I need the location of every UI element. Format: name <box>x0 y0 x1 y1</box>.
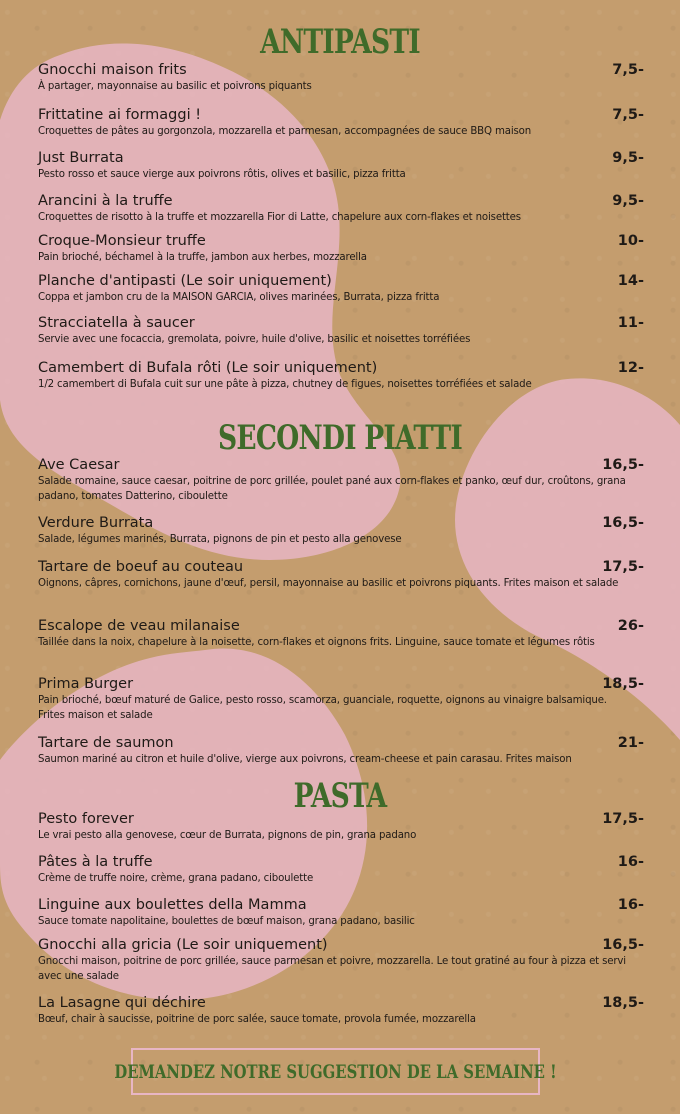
item-price: 26- <box>617 618 644 634</box>
item-price: 16- <box>617 897 644 913</box>
menu-item <box>38 193 644 225</box>
item-name: Tartare de boeuf au couteau <box>38 559 244 575</box>
item-description: Salade romaine, sauce caesar, poitrine de porc grillée, poulet pané aux corn-flakes et panko, œuf dur, croûtons, grana padano, tomates Datterino, ciboulette <box>38 476 626 502</box>
menu-item <box>38 618 644 650</box>
menu-item <box>38 854 644 886</box>
item-name: Stracciatella à saucer <box>38 315 195 331</box>
section-title-antipasti: ANTIPASTI <box>260 22 420 62</box>
menu-item <box>38 995 644 1027</box>
item-price: 9,5- <box>612 193 644 209</box>
item-price: 12- <box>617 360 644 376</box>
menu-item <box>38 897 644 929</box>
menu-item <box>38 937 644 984</box>
item-name: Pâtes à la truffe <box>38 854 153 870</box>
item-name: Gnocchi alla gricia (Le soir uniquement) <box>38 937 328 953</box>
item-price: 14- <box>617 273 644 289</box>
item-name: Prima Burger <box>38 676 134 692</box>
item-price: 18,5- <box>602 676 644 692</box>
item-name: Pesto forever <box>38 811 134 827</box>
menu-item <box>38 150 644 182</box>
item-price: 16- <box>617 854 644 870</box>
item-description: Le vrai pesto alla genovese, cœur de Burrata, pignons de pin, grana padano <box>38 830 417 841</box>
item-price: 17,5- <box>602 559 644 575</box>
item-description: Pesto rosso et sauce vierge aux poivrons rôtis, olives et basilic, pizza fritta <box>38 169 406 180</box>
item-price: 11- <box>617 315 644 331</box>
item-description: Sauce tomate napolitaine, boulettes de bœuf maison, grana padano, basilic <box>38 916 415 927</box>
item-description: Pain brioché, béchamel à la truffe, jambon aux herbes, mozzarella <box>38 252 367 263</box>
item-description: Pain brioché, bœuf maturé de Galice, pesto rosso, scamorza, guanciale, roquette, oignons au vinaigre balsamique. Frites maison et salade <box>38 695 607 721</box>
item-price: 17,5- <box>602 811 644 827</box>
item-description: Salade, légumes marinés, Burrata, pignons de pin et pesto alla genovese <box>38 534 402 545</box>
menu-item <box>38 559 644 591</box>
item-name: Arancini à la truffe <box>38 193 173 209</box>
menu-item <box>38 457 644 504</box>
item-name: Planche d'antipasti (Le soir uniquement) <box>38 273 332 289</box>
item-description: Saumon mariné au citron et huile d'olive, vierge aux poivrons, cream-cheese et pain carasau. Frites maison <box>38 754 572 765</box>
item-description: Servie avec une focaccia, gremolata, poivre, huile d'olive, basilic et noisettes torréfiées <box>38 334 471 345</box>
item-name: Camembert di Bufala rôti (Le soir uniquement) <box>38 360 378 376</box>
item-price: 16,5- <box>602 515 644 531</box>
menu-item <box>38 107 644 139</box>
item-name: Gnocchi maison frits <box>38 62 187 78</box>
item-description: Croquettes de risotto à la truffe et mozzarella Fior di Latte, chapelure aux corn-flakes et noisettes <box>38 212 521 223</box>
item-name: Croque-Monsieur truffe <box>38 233 206 249</box>
item-description: Crème de truffe noire, crème, grana padano, ciboulette <box>38 873 314 884</box>
menu-item <box>38 62 644 94</box>
item-name: Linguine aux boulettes della Mamma <box>38 897 307 913</box>
item-name: Frittatine ai formaggi ! <box>38 107 202 123</box>
item-description: Gnocchi maison, poitrine de porc grillée, sauce parmesan et poivre, mozzarella. Le tout gratiné au four à pizza et servi avec une salade <box>38 956 626 982</box>
item-price: 10- <box>617 233 644 249</box>
item-name: Escalope de veau milanaise <box>38 618 240 634</box>
menu-item <box>38 515 644 547</box>
section-title-pasta: PASTA <box>293 776 387 816</box>
item-name: Tartare de saumon <box>38 735 174 751</box>
menu-item <box>38 315 644 347</box>
banner-text: DEMANDEZ NOTRE SUGGESTION DE LA SEMAINE ! <box>114 1060 557 1083</box>
item-description: Bœuf, chair à saucisse, poitrine de porc salée, sauce tomate, provola fumée, mozzarella <box>38 1014 476 1025</box>
item-description: 1/2 camembert di Bufala cuit sur une pâte à pizza, chutney de figues, noisettes torréfiées et salade <box>38 379 532 390</box>
menu-item <box>38 360 644 392</box>
item-price: 7,5- <box>612 62 644 78</box>
item-price: 18,5- <box>602 995 644 1011</box>
section-title-secondi-piatti: SECONDI PIATTI <box>218 418 462 458</box>
item-price: 7,5- <box>612 107 644 123</box>
menu-item <box>38 676 644 723</box>
item-name: La Lasagne qui déchire <box>38 995 206 1011</box>
weekly-suggestion-banner <box>114 1048 557 1095</box>
item-description: À partager, mayonnaise au basilic et poivrons piquants <box>38 81 312 92</box>
item-price: 9,5- <box>612 150 644 166</box>
menu-item <box>38 735 644 767</box>
item-description: Taillée dans la noix, chapelure à la noisette, corn-flakes et oignons frits. Linguine, sauce tomate et légumes rôtis <box>38 637 595 648</box>
item-description: Croquettes de pâtes au gorgonzola, mozzarella et parmesan, accompagnées de sauce BBQ maison <box>38 126 532 137</box>
item-name: Ave Caesar <box>38 457 120 473</box>
item-price: 16,5- <box>602 457 644 473</box>
menu-item <box>38 811 644 843</box>
item-price: 21- <box>617 735 644 751</box>
item-name: Just Burrata <box>38 150 124 166</box>
item-description: Oignons, câpres, cornichons, jaune d'œuf, persil, mayonnaise au basilic et poivrons piquants. Frites maison et salade <box>38 578 619 589</box>
item-description: Coppa et jambon cru de la MAISON GARCIA, olives marinées, Burrata, pizza fritta <box>38 292 440 303</box>
item-name: Verdure Burrata <box>38 515 154 531</box>
menu-item <box>38 273 644 305</box>
menu-item <box>38 233 644 265</box>
item-price: 16,5- <box>602 937 644 953</box>
